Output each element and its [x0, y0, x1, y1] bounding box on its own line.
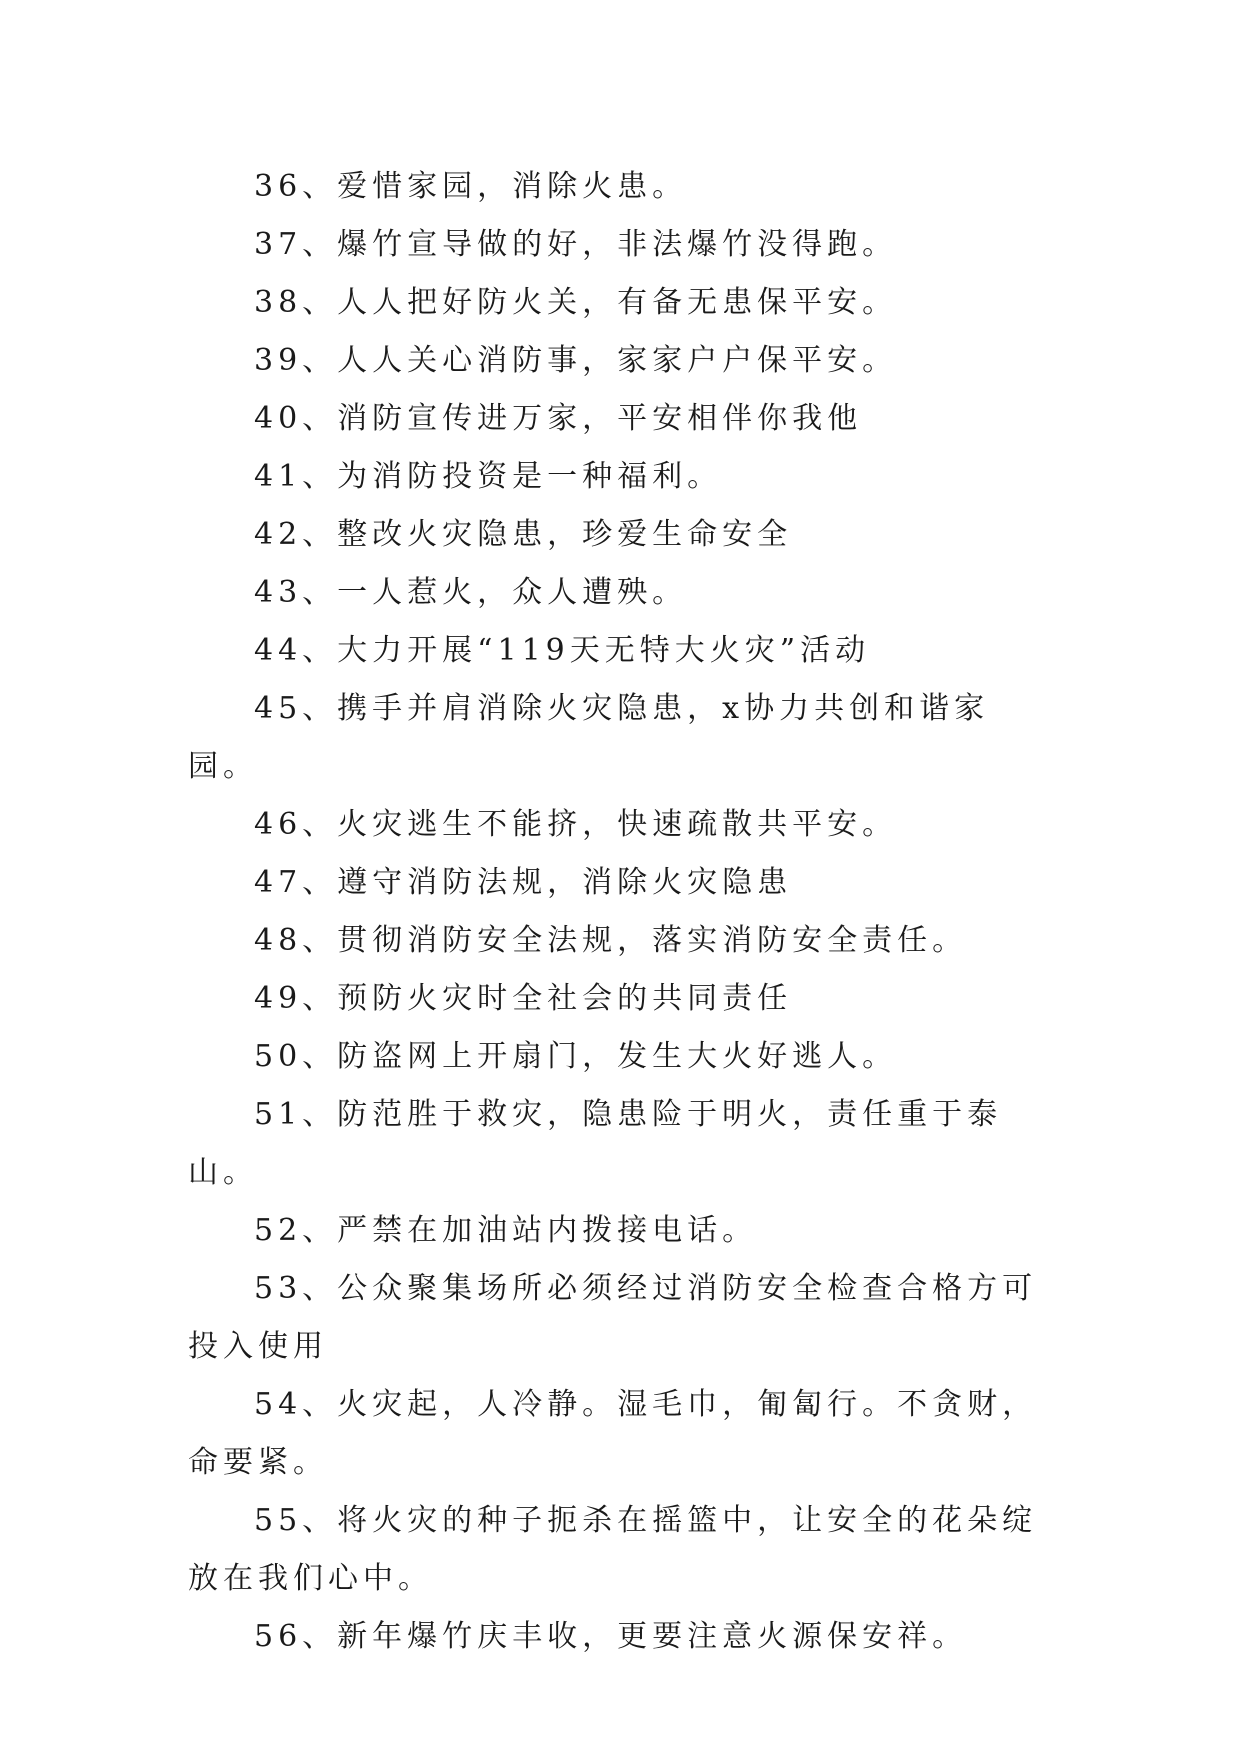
slogan-item: 39、人人关心消防事，家家户户保平安。 [254, 343, 898, 378]
slogan-item: 51、防范胜于救灾，隐患险于明火，责任重于泰山。 [188, 1097, 1003, 1190]
slogan-item: 49、预防火灾时全社会的共同责任 [254, 981, 793, 1016]
slogan-item: 40、消防宣传进万家，平安相伴你我他 [254, 401, 863, 436]
slogan-item: 45、携手并肩消除火灾隐患，x协力共创和谐家园。 [188, 691, 990, 784]
slogan-list [188, 158, 1048, 1666]
slogan-item: 54、火灾起，人冷静。湿毛巾，匍匐行。不贪财，命要紧。 [188, 1387, 1038, 1480]
slogan-item: 41、为消防投资是一种福利。 [254, 459, 723, 494]
slogan-item: 53、公众聚集场所必须经过消防安全检查合格方可投入使用 [188, 1271, 1038, 1364]
slogan-item: 47、遵守消防法规，消除火灾隐患 [254, 865, 793, 900]
slogan-item: 46、火灾逃生不能挤，快速疏散共平安。 [254, 807, 898, 842]
slogan-item: 52、严禁在加油站内拨接电话。 [254, 1213, 758, 1248]
slogan-item: 50、防盗网上开扇门，发生大火好逃人。 [254, 1039, 898, 1074]
slogan-item: 43、一人惹火，众人遭殃。 [254, 575, 688, 610]
slogan-item: 44、大力开展“119天无特大火灾”活动 [254, 633, 871, 668]
slogan-item: 42、整改火灾隐患，珍爱生命安全 [254, 517, 793, 552]
slogan-item: 56、新年爆竹庆丰收，更要注意火源保安祥。 [254, 1619, 968, 1654]
slogan-item: 36、爱惜家园，消除火患。 [254, 169, 688, 204]
slogan-item: 55、将火灾的种子扼杀在摇篮中，让安全的花朵绽放在我们心中。 [188, 1503, 1038, 1596]
slogan-item: 48、贯彻消防安全法规，落实消防安全责任。 [254, 923, 968, 958]
slogan-item: 37、爆竹宣导做的好，非法爆竹没得跑。 [254, 227, 898, 262]
slogan-item: 38、人人把好防火关，有备无患保平安。 [254, 285, 898, 320]
